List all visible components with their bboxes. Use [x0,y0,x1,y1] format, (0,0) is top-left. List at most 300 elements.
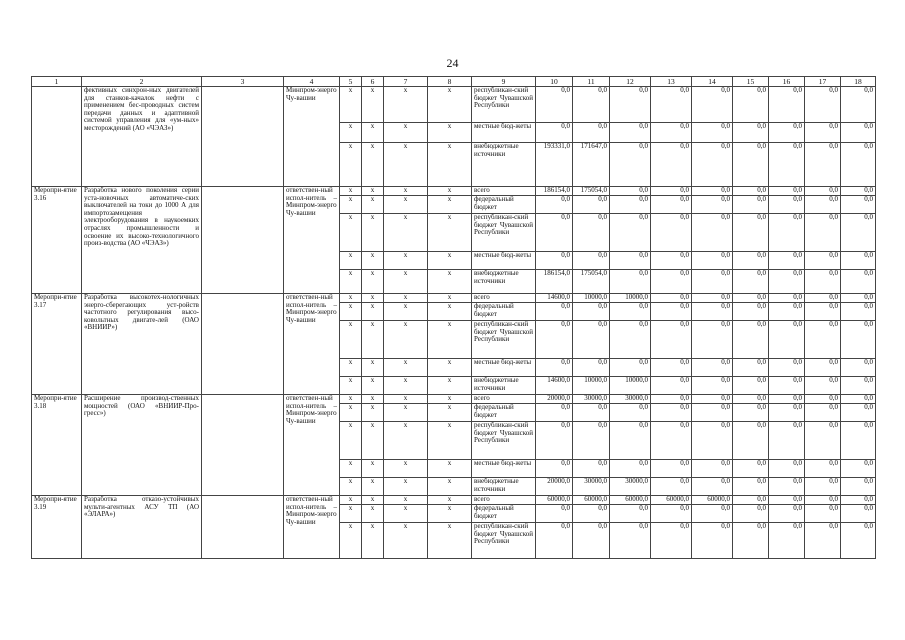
amount-cell: 0,0 [536,321,573,359]
amount-cell: 0,0 [610,270,651,294]
amount-cell: 175054,0 [573,270,610,294]
amount-cell: 0,0 [536,523,573,559]
amount-cell: 0,0 [769,377,805,395]
code-cell: x [384,303,428,321]
amount-cell: 30000,0 [610,395,651,404]
amount-cell: 0,0 [536,123,573,143]
amount-cell: 0,0 [573,404,610,422]
amount-cell: 0,0 [841,395,876,404]
amount-cell: 0,0 [536,252,573,270]
funding-source: республикан-ский бюджет Чувашской Республики [472,214,536,252]
funding-source: всего [472,294,536,303]
amount-cell: 0,0 [651,270,692,294]
code-cell: x [362,377,384,395]
amount-cell: 0,0 [733,196,769,214]
column-number: 7 [384,77,428,87]
amount-cell: 0,0 [841,359,876,377]
amount-cell: 0,0 [692,377,733,395]
code-cell: x [362,87,384,123]
amount-cell: 0,0 [692,143,733,187]
amount-cell: 0,0 [769,505,805,523]
amount-cell: 0,0 [841,196,876,214]
amount-cell: 0,0 [610,321,651,359]
amount-cell: 186154,0 [536,187,573,196]
column-number: 4 [284,77,340,87]
code-cell: x [384,359,428,377]
code-cell: x [384,270,428,294]
amount-cell: 0,0 [841,460,876,478]
code-cell: x [428,214,472,252]
code-cell: x [428,123,472,143]
code-cell: x [340,196,362,214]
code-cell: x [362,523,384,559]
funding-source: внебюджетные источники [472,377,536,395]
code-cell: x [384,505,428,523]
code-cell: x [340,505,362,523]
code-cell: x [340,496,362,505]
amount-cell: 0,0 [805,87,841,123]
code-cell: x [362,294,384,303]
code-cell: x [362,270,384,294]
empty-cell [202,294,284,395]
amount-cell: 0,0 [805,359,841,377]
amount-cell: 0,0 [610,303,651,321]
empty-cell [202,87,284,187]
amount-cell: 0,0 [733,294,769,303]
amount-cell: 0,0 [692,460,733,478]
column-number: 9 [472,77,536,87]
column-number: 14 [692,77,733,87]
amount-cell: 20000,0 [536,478,573,496]
amount-cell: 0,0 [651,377,692,395]
amount-cell: 0,0 [573,214,610,252]
table-row [32,496,876,505]
amount-cell: 0,0 [692,294,733,303]
amount-cell: 0,0 [651,196,692,214]
amount-cell: 20000,0 [536,395,573,404]
amount-cell: 0,0 [769,359,805,377]
amount-cell: 0,0 [733,270,769,294]
amount-cell: 0,0 [841,214,876,252]
code-cell: x [340,303,362,321]
column-number-row [32,77,876,87]
column-number: 11 [573,77,610,87]
code-cell: x [384,252,428,270]
amount-cell: 0,0 [769,523,805,559]
amount-cell: 0,0 [805,523,841,559]
amount-cell: 0,0 [692,321,733,359]
amount-cell: 0,0 [841,505,876,523]
code-cell: x [340,143,362,187]
amount-cell: 0,0 [805,496,841,505]
amount-cell: 0,0 [692,505,733,523]
amount-cell: 0,0 [805,303,841,321]
amount-cell: 0,0 [536,505,573,523]
code-cell: x [362,460,384,478]
amount-cell: 10000,0 [610,377,651,395]
amount-cell: 0,0 [692,523,733,559]
amount-cell: 0,0 [841,404,876,422]
code-cell: x [428,87,472,123]
amount-cell: 0,0 [610,460,651,478]
amount-cell: 0,0 [536,196,573,214]
amount-cell: 0,0 [610,196,651,214]
amount-cell: 60000,0 [651,496,692,505]
amount-cell: 60000,0 [573,496,610,505]
amount-cell: 0,0 [769,294,805,303]
amount-cell: 10000,0 [573,294,610,303]
amount-cell: 0,0 [610,143,651,187]
code-cell: x [384,187,428,196]
funding-source: федеральный бюджет [472,505,536,523]
amount-cell: 0,0 [805,377,841,395]
code-cell: x [340,404,362,422]
code-cell: x [428,252,472,270]
column-number: 1 [32,77,82,87]
amount-cell: 0,0 [841,252,876,270]
amount-cell: 0,0 [573,196,610,214]
funding-source: республикан-ский бюджет Чувашской Республики [472,321,536,359]
funding-source: республикан-ский бюджет Чувашской Республики [472,422,536,460]
amount-cell: 0,0 [692,478,733,496]
amount-cell: 0,0 [805,395,841,404]
amount-cell: 0,0 [805,214,841,252]
code-cell: x [362,187,384,196]
amount-cell: 0,0 [769,252,805,270]
amount-cell: 0,0 [805,187,841,196]
amount-cell: 175054,0 [573,187,610,196]
amount-cell: 0,0 [651,252,692,270]
code-cell: x [362,505,384,523]
amount-cell: 0,0 [769,187,805,196]
executor: ответствен-ный испол-нитель – Минпром-энерго Чу-вашии [284,294,340,395]
amount-cell: 0,0 [692,359,733,377]
amount-cell: 0,0 [733,460,769,478]
amount-cell: 30000,0 [573,395,610,404]
amount-cell: 0,0 [769,303,805,321]
program-table [31,76,876,559]
code-cell: x [428,377,472,395]
code-cell: x [428,460,472,478]
amount-cell: 0,0 [841,187,876,196]
code-cell: x [362,478,384,496]
amount-cell: 0,0 [769,395,805,404]
amount-cell: 0,0 [651,505,692,523]
amount-cell: 0,0 [841,321,876,359]
code-cell: x [384,496,428,505]
funding-source: местные бюд-жеты [472,359,536,377]
amount-cell: 0,0 [769,270,805,294]
amount-cell: 0,0 [733,478,769,496]
executor: Минпром-энерго Чу-вашии [284,87,340,187]
code-cell: x [340,460,362,478]
amount-cell: 0,0 [692,123,733,143]
amount-cell: 0,0 [805,505,841,523]
code-cell: x [428,303,472,321]
amount-cell: 0,0 [733,143,769,187]
column-number: 18 [841,77,876,87]
event-code [32,87,82,187]
amount-cell: 0,0 [651,422,692,460]
amount-cell: 0,0 [769,123,805,143]
amount-cell: 0,0 [651,143,692,187]
amount-cell: 0,0 [610,404,651,422]
funding-source: местные бюд-жеты [472,460,536,478]
code-cell: x [340,422,362,460]
amount-cell: 0,0 [733,303,769,321]
amount-cell: 0,0 [733,214,769,252]
code-cell: x [340,214,362,252]
code-cell: x [384,214,428,252]
event-title: Разработка нового поколения серии уста-новочных автоматиче-ских выключателей на токи до 1000 А для импортозамещения электрооборудования в наукоемких отраслях промышленности и освоение их высоко-технологичного произ-водства (АО «ЧЭАЗ») [82,187,202,294]
column-number: 16 [769,77,805,87]
amount-cell: 186154,0 [536,270,573,294]
amount-cell: 0,0 [805,196,841,214]
column-number: 13 [651,77,692,87]
amount-cell: 0,0 [692,395,733,404]
amount-cell: 0,0 [610,214,651,252]
code-cell: x [362,321,384,359]
code-cell: x [362,303,384,321]
code-cell: x [384,460,428,478]
event-title: Разработка высокотех-нологичных энерго-сберегающих уст-ройств частотного регулирования высо-ковольтных двигате-лей (ОАО «ВНИИР») [82,294,202,395]
code-cell: x [428,143,472,187]
empty-cell [202,187,284,294]
amount-cell: 0,0 [769,478,805,496]
amount-cell: 193331,0 [536,143,573,187]
amount-cell: 0,0 [733,505,769,523]
event-code: Меропри-ятие 3.16 [32,187,82,294]
table-row [32,294,876,303]
code-cell: x [340,123,362,143]
code-cell: x [340,395,362,404]
code-cell: x [362,359,384,377]
amount-cell: 0,0 [692,214,733,252]
amount-cell: 14600,0 [536,294,573,303]
amount-cell: 0,0 [841,294,876,303]
amount-cell: 0,0 [733,187,769,196]
amount-cell: 0,0 [651,214,692,252]
code-cell: x [428,270,472,294]
event-code: Меропри-ятие 3.18 [32,395,82,496]
amount-cell: 0,0 [536,359,573,377]
amount-cell: 0,0 [692,196,733,214]
amount-cell: 0,0 [841,303,876,321]
column-number: 8 [428,77,472,87]
amount-cell: 0,0 [651,294,692,303]
executor: ответствен-ный испол-нитель – Минпром-энерго Чу-вашии [284,187,340,294]
code-cell: x [340,187,362,196]
amount-cell: 0,0 [651,123,692,143]
funding-source: республикан-ский бюджет Чувашской Республики [472,523,536,559]
code-cell: x [428,404,472,422]
funding-source: республикан-ский бюджет Чувашской Республики [472,87,536,123]
amount-cell: 0,0 [692,303,733,321]
code-cell: x [428,478,472,496]
amount-cell: 0,0 [769,422,805,460]
code-cell: x [428,496,472,505]
code-cell: x [362,395,384,404]
amount-cell: 0,0 [805,270,841,294]
amount-cell: 0,0 [805,143,841,187]
code-cell: x [340,377,362,395]
code-cell: x [384,377,428,395]
code-cell: x [340,294,362,303]
amount-cell: 0,0 [610,252,651,270]
amount-cell: 0,0 [805,460,841,478]
amount-cell: 0,0 [805,422,841,460]
code-cell: x [340,252,362,270]
code-cell: x [362,214,384,252]
event-title: Расширение производ-ственных мощностей (ОАО «ВНИИР-Про-гресс») [82,395,202,496]
amount-cell: 0,0 [733,321,769,359]
code-cell: x [362,404,384,422]
amount-cell: 0,0 [651,395,692,404]
code-cell: x [340,270,362,294]
page-number: 24 [446,56,459,70]
code-cell: x [428,187,472,196]
amount-cell: 0,0 [536,214,573,252]
amount-cell: 30000,0 [573,478,610,496]
amount-cell: 0,0 [805,321,841,359]
amount-cell: 30000,0 [610,478,651,496]
amount-cell: 0,0 [610,422,651,460]
code-cell: x [340,87,362,123]
funding-source: местные бюд-жеты [472,252,536,270]
code-cell: x [340,359,362,377]
code-cell: x [340,321,362,359]
amount-cell: 0,0 [651,523,692,559]
amount-cell: 0,0 [573,505,610,523]
amount-cell: 0,0 [651,303,692,321]
code-cell: x [384,294,428,303]
table-row [32,87,876,123]
amount-cell: 0,0 [733,395,769,404]
executor: ответствен-ный испол-нитель – Минпром-энерго Чу-вашии [284,395,340,496]
amount-cell: 0,0 [651,87,692,123]
code-cell: x [384,395,428,404]
code-cell: x [428,321,472,359]
amount-cell: 171647,0 [573,143,610,187]
event-code: Меропри-ятие 3.19 [32,496,82,559]
event-title: Разработка отказо-устойчивых мульти-агентных АСУ ТП (АО «ЭЛАРА») [82,496,202,559]
amount-cell: 0,0 [769,460,805,478]
empty-cell [202,395,284,496]
column-number: 10 [536,77,573,87]
amount-cell: 0,0 [573,359,610,377]
amount-cell: 0,0 [573,523,610,559]
column-number: 15 [733,77,769,87]
amount-cell: 0,0 [610,505,651,523]
amount-cell: 0,0 [733,422,769,460]
code-cell: x [384,404,428,422]
amount-cell: 0,0 [733,123,769,143]
amount-cell: 0,0 [536,87,573,123]
funding-source: федеральный бюджет [472,196,536,214]
amount-cell: 0,0 [841,478,876,496]
code-cell: x [384,123,428,143]
amount-cell: 0,0 [573,460,610,478]
funding-source: федеральный бюджет [472,404,536,422]
code-cell: x [384,321,428,359]
amount-cell: 0,0 [841,123,876,143]
amount-cell: 0,0 [733,404,769,422]
amount-cell: 0,0 [610,123,651,143]
code-cell: x [428,505,472,523]
amount-cell: 0,0 [733,359,769,377]
amount-cell: 60000,0 [692,496,733,505]
amount-cell: 14600,0 [536,377,573,395]
amount-cell: 0,0 [573,422,610,460]
code-cell: x [340,478,362,496]
code-cell: x [384,478,428,496]
amount-cell: 0,0 [733,523,769,559]
empty-cell [202,496,284,559]
amount-cell: 0,0 [805,294,841,303]
amount-cell: 0,0 [841,422,876,460]
amount-cell: 0,0 [610,359,651,377]
amount-cell: 0,0 [573,321,610,359]
funding-source: местные бюд-жеты [472,123,536,143]
amount-cell: 0,0 [651,321,692,359]
amount-cell: 0,0 [573,123,610,143]
column-number: 6 [362,77,384,87]
code-cell: x [384,422,428,460]
code-cell: x [362,196,384,214]
amount-cell: 0,0 [841,523,876,559]
event-code: Меропри-ятие 3.17 [32,294,82,395]
code-cell: x [428,359,472,377]
amount-cell: 0,0 [610,187,651,196]
amount-cell: 0,0 [841,377,876,395]
amount-cell: 0,0 [769,196,805,214]
code-cell: x [428,523,472,559]
column-number: 17 [805,77,841,87]
column-number: 3 [202,77,284,87]
amount-cell: 0,0 [573,87,610,123]
funding-source: внебюджетные источники [472,270,536,294]
amount-cell: 10000,0 [573,377,610,395]
amount-cell: 0,0 [573,303,610,321]
amount-cell: 0,0 [805,123,841,143]
amount-cell: 0,0 [769,496,805,505]
amount-cell: 0,0 [733,496,769,505]
funding-source: внебюджетные источники [472,478,536,496]
amount-cell: 0,0 [692,187,733,196]
amount-cell: 0,0 [536,404,573,422]
funding-source: всего [472,496,536,505]
amount-cell: 0,0 [769,321,805,359]
amount-cell: 60000,0 [536,496,573,505]
code-cell: x [362,143,384,187]
code-cell: x [362,496,384,505]
amount-cell: 0,0 [610,523,651,559]
amount-cell: 0,0 [536,460,573,478]
amount-cell: 0,0 [692,422,733,460]
amount-cell: 0,0 [692,270,733,294]
code-cell: x [428,395,472,404]
amount-cell: 0,0 [805,252,841,270]
amount-cell: 0,0 [769,214,805,252]
amount-cell: 0,0 [573,252,610,270]
amount-cell: 10000,0 [610,294,651,303]
amount-cell: 0,0 [651,478,692,496]
code-cell: x [362,123,384,143]
amount-cell: 0,0 [769,404,805,422]
amount-cell: 0,0 [841,143,876,187]
amount-cell: 0,0 [841,496,876,505]
amount-cell: 0,0 [692,87,733,123]
